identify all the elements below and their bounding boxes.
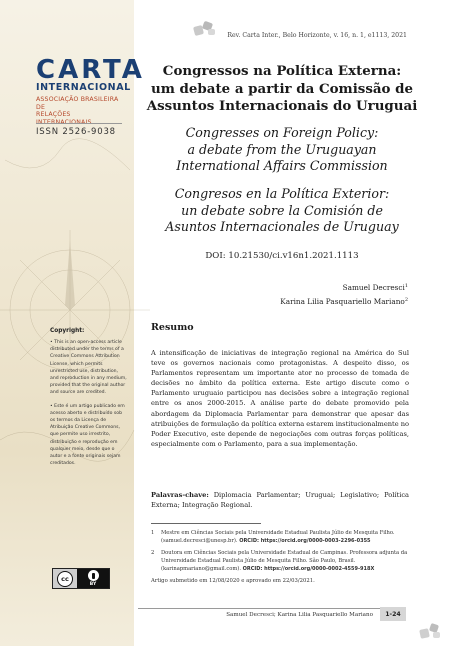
doi-link[interactable]: DOI: 10.21530/ci.v16n1.2021.1113: [205, 251, 359, 261]
logo-subtitle: INTERNACIONAL: [36, 82, 131, 93]
cc-by-label: BY: [89, 582, 97, 587]
cc-badge-left: [53, 569, 77, 588]
title-es-line2: un debate sobre la Comisión de: [181, 202, 383, 218]
logo-association: [36, 96, 128, 126]
issn-number: ISSN 2526-9038: [36, 127, 116, 137]
orcid-link[interactable]: ORCID: https://orcid.org/0000-0003-2296-0355: [239, 538, 371, 545]
author-list: [280, 280, 408, 308]
footnote-number: 2: [151, 550, 155, 557]
title-es-line1: Congresos en la Política Exterior:: [174, 186, 390, 201]
title-en-line1: Congresses on Foreign Policy:: [185, 125, 379, 140]
journal-logo: [36, 55, 145, 126]
copyright-english: • This is an open-access article distributed under the terms of a Creative Commons Attribution License, which permits unrestricted use, distribution, and reproduction in any medium, provided that the original author and source are credited.: [50, 340, 127, 396]
footnote-text-wrap: [161, 549, 413, 573]
author-name: Karina Lilia Pasquariello Mariano: [280, 297, 405, 306]
copyright-portuguese: • Este é um artigo publicado em acesso aberto e distribuído sob os termos da Licença de Atribuição Creative Commons, que permite uso irrestrito, distribuição e reprodução em qualquer meio, desde que o autor e a fonte originais sejam creditados.: [50, 403, 125, 467]
copyright-notice: [50, 328, 128, 473]
title-en-line3: International Affairs Commission: [176, 158, 388, 173]
journal-sidebar: [0, 0, 145, 646]
footnote-text: Mestre em Ciências Sociais pela Universidade Estadual Paulista Júlio de Mesquita Filho. (samuel.decresci@unesp.br).: [161, 530, 395, 545]
issn-divider: [36, 123, 122, 124]
title-english: [143, 125, 421, 175]
abstract-body: A intensificação de iniciativas de integração regional na América do Sul teve os governos nacionais como protagonistas. A despeito disso, os Parlamentos representam um importante ator no processo de tomada de decisões no âmbito da política externa. Este artigo discute como o Parlamento uruguaio participou nas decisões sobre a integração regional entre os anos 2000-2015. A análise parte do debate promovido pela abordagem da Diplomacia Parlamentar para demonstrar que apesar das atribuições de formulação da política externa estarem institucionalmente no Poder Executivo, este depende de negociações com outras forças políticas, especialmente com o Parlamento, para a sua implementação.: [151, 349, 410, 448]
keywords-list: Diplomacia Parlamentar; Uruguai; Legislativo; Política Externa; Integração Regional.: [151, 491, 409, 510]
footnote-marker[interactable]: 2: [404, 297, 408, 303]
title-pt-line3: Assuntos Internacionais do Uruguai: [146, 98, 418, 114]
footnotes: [151, 529, 413, 585]
abstract-heading: Resumo: [151, 322, 194, 333]
logo-association-line1: ASSOCIAÇÃO BRASILEIRA DE: [36, 96, 119, 111]
footnote-marker[interactable]: 1: [404, 283, 408, 289]
title-es-line3: Asuntos Internacionales de Uruguay: [165, 219, 399, 234]
logo-wordmark: CARTA: [36, 55, 145, 85]
footnote-divider: [151, 523, 261, 524]
cc-badge-right: [77, 569, 109, 588]
cc-by-license-badge[interactable]: [52, 568, 110, 589]
title-spanish: [143, 186, 421, 236]
keywords: [151, 490, 409, 511]
creative-commons-icon: cc: [57, 571, 73, 587]
header-squares-icon: [194, 20, 218, 36]
footer-rule: [138, 608, 406, 609]
author-2: [280, 294, 408, 308]
footer-squares-icon: [420, 624, 444, 640]
submission-dates: Artigo submetido em 12/08/2020 e aprovado em 22/03/2021.: [151, 578, 315, 585]
footnote-text-wrap: [161, 529, 413, 545]
title-pt-line1: Congressos na Política Externa:: [162, 63, 402, 79]
running-head: Rev. Carta Inter., Belo Horizonte, v. 16, n. 1, e1113, 2021: [227, 32, 407, 39]
title-pt-line2: um debate a partir da Comissão de: [150, 80, 414, 97]
attribution-person-icon: [88, 570, 99, 581]
footer-authors: Samuel Decresci; Karina Lilia Pasquariello Mariano: [226, 612, 373, 618]
logo-association-line2: RELAÇÕES INTERNACIONAIS: [36, 111, 92, 126]
footnote-item: [151, 529, 413, 545]
footnote-item: [151, 549, 413, 573]
author-1: [280, 280, 408, 294]
footnote-text: Doutora em Ciências Sociais pela Universidade Estadual de Campinas. Professora adjunta da Universidade Estadual Paulista Júlio de Mesquita Filho. São Paulo, Brasil. (karinapmariano@gmail.com).: [161, 550, 408, 573]
title-en-line2: a debate from the Uruguayan: [187, 141, 377, 157]
keywords-label: Palavras-chave:: [151, 491, 209, 499]
page-number: 1-24: [380, 607, 406, 621]
title-portuguese: [143, 63, 421, 116]
copyright-title: Copyright:: [50, 328, 85, 334]
orcid-link[interactable]: ORCID: https://orcid.org/0000-0002-4559-918X: [242, 566, 375, 573]
footnote-number: 1: [151, 530, 155, 536]
author-name: Samuel Decresci: [342, 283, 405, 292]
